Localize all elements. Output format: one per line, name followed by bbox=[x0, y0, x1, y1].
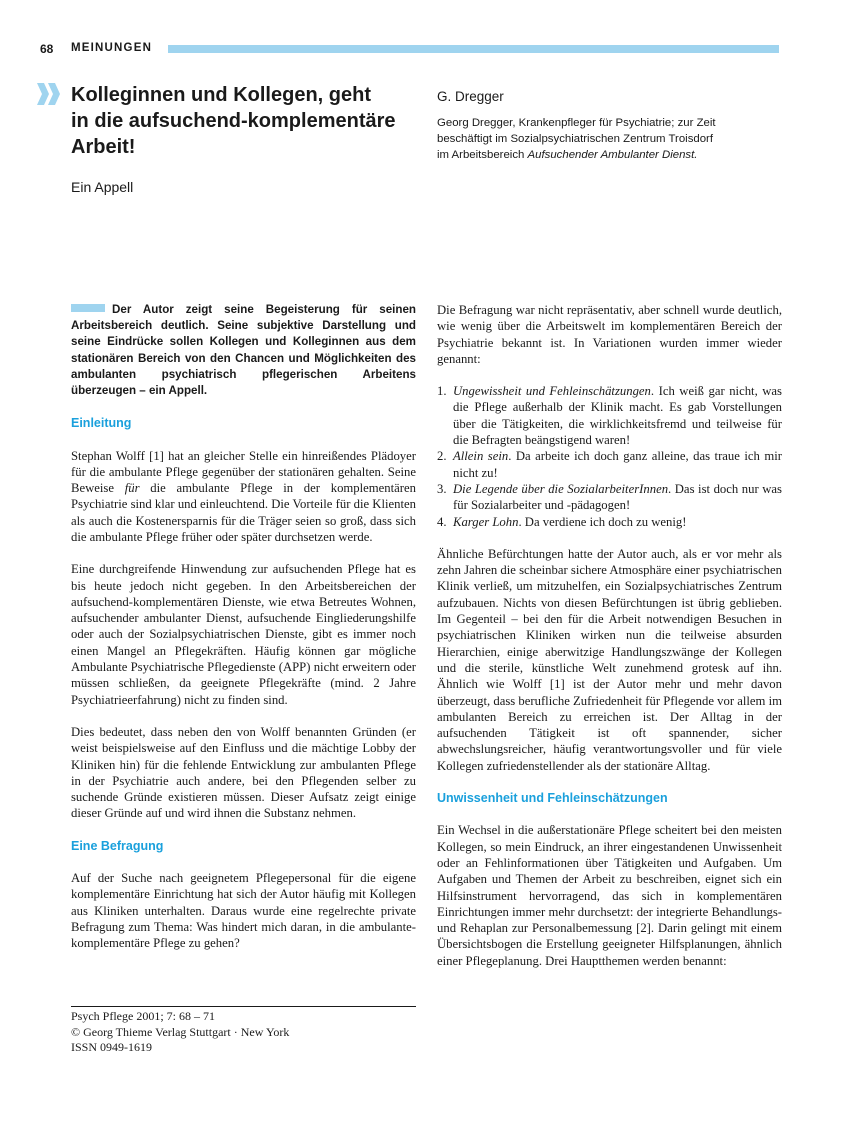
list-item: 4. Karger Lohn. Da verdiene ich doch zu wenig! bbox=[437, 514, 687, 529]
list-item: 3. Die Legende über die SozialarbeiterInnen. Das ist doch nur was für Sozialarbeiter und -pädagogen! bbox=[437, 481, 782, 513]
paragraph: Die Befragung war nicht repräsentativ, aber schnell wurde deutlich, wie wenig über die Arbeitswelt im komplementären Bereich der Psychiatrie bekannt ist. In Variationen wurden immer wieder genannt: bbox=[437, 303, 782, 366]
paragraph: Eine durchgreifende Hinwendung zur aufsuchenden Pflege hat es bis heute jedoch nicht gegeben. In den Arbeitsbereichen der aufsuchend-komplementären Dienste, wie etwa Betreutes Wohnen, aufsuchender ambulanter Dienst, aufsuchende Eingliederungshilfe oder auch der Sozialpsychiatrischen Dienste, gibt es immer noch einen Mangel an Pflegekräften. Häufig können gar mögliche Ambulante Psychiatrische Pflegedienste (APP) nicht erweitern oder müssen schließen, da geeignete Pflegekräfte (mind. 2 Jahre Psychiatrieerfahrung) nicht zu finden sind. bbox=[71, 562, 416, 707]
list-item: 2. Allein sein. Da arbeite ich doch ganz alleine, das traue ich mir nicht zu! bbox=[437, 449, 782, 480]
header-accent-bar bbox=[168, 45, 779, 53]
left-column bbox=[71, 302, 416, 968]
citation-issn: ISSN 0949-1619 bbox=[71, 1040, 153, 1054]
author-bio-line: Georg Dregger, Krankenpfleger für Psychiatrie; zur Zeit bbox=[437, 117, 716, 129]
paragraph: Stephan Wolff [1] hat an gleicher Stelle ein hinreißendes Plädoyer für die ambulante Pflege gegenüber der stationären gehalten. Seine Beweise für die ambulante Pflege in der komplementären Psychiatrie sind klar und einleuchtend. Die Vorteile für die Klienten als auch die Kostenersparnis für die Träger seien so groß, dass sich die ambulante Pflege früher oder später durchsetzen werde. bbox=[71, 448, 416, 544]
right-column bbox=[437, 302, 782, 985]
paragraph: Auf der Suche nach geeignetem Pflegepersonal für die eigene komplementäre Einrichtung hat sich der Autor häufig mit Kollegen aus Kliniken unterhalten. Daraus wurde eine regelrechte private Befragung zum Thema: Was hindert mich daran, in die ambulante-komplementäre Pflege zu gehen? bbox=[71, 871, 416, 951]
author-bio-line: im Arbeitsbereich bbox=[437, 149, 525, 161]
page-header bbox=[40, 42, 780, 58]
section-label: MEINUNGEN bbox=[71, 42, 153, 54]
citation-publisher: © Georg Thieme Verlag Stuttgart · New York bbox=[71, 1024, 290, 1039]
article-title bbox=[71, 82, 411, 160]
footnote-divider bbox=[71, 1006, 416, 1007]
abstract bbox=[71, 302, 416, 399]
list-item: 1. Ungewissheit und Fehleinschätzungen. Ich weiß gar nicht, was die Pflege außerhalb der Klinik macht. Es gab Vorstellungen über die Tätigkeiten, die wirklichkeitsfremd und teilweise für die Befragten beängstigend waren! bbox=[437, 384, 782, 448]
title-line: Arbeit! bbox=[71, 136, 136, 158]
citation-footnote bbox=[71, 1009, 289, 1056]
abstract-accent-bar bbox=[71, 304, 105, 312]
paragraph: Ein Wechsel in die außerstationäre Pflege scheitert bei den meisten Kollegen, so mein Eindruck, an ihrer eingestandenen Unwissenheit oder an Fehlinformationen über Tätigkeiten und Aufgaben. Um Aufgaben und Themen der Arbeit zu beschreiben, eignet sich ein Hilfsinstrument hervorragend, das sich in komplementären Einrichtungen immer mehr durchsetzt: der integrierte Behandlungs- und Rehaplan zur Personalbemessung [2]. Darin gelingt mit einem Übersichtsbogen die Erstellung geeigneter Hilfsplanungen, ähnlich einer Pflegeplanung. Drei Hauptthemen werden benannt: bbox=[437, 823, 782, 968]
article-subtitle: Ein Appell bbox=[71, 179, 134, 195]
double-chevron-quote-icon bbox=[36, 82, 62, 106]
abstract-text: Der Autor zeigt seine Begeisterung für seinen Arbeitsbereich deutlich. Seine subjektive Darstellung und seine Eindrücke sollen Kollegen und Kolleginnen aus dem stationären Bereich von den Chancen und Möglichkeiten des ambulanten psychiatrisch pflegerischen Arbeitens überzeugen – ein Appell. bbox=[71, 303, 416, 398]
section-heading-unwissenheit: Unwissenheit und Fehleinschätzungen bbox=[437, 791, 668, 806]
author-bio bbox=[437, 115, 782, 163]
survey-answers-list bbox=[437, 383, 782, 530]
title-line: Kolleginnen und Kollegen, geht bbox=[71, 84, 371, 106]
page-number: 68 bbox=[40, 42, 54, 56]
paragraph: Ähnliche Befürchtungen hatte der Autor auch, als er vor mehr als zehn Jahren die scheinbar sichere Atmosphäre einer psychiatrischen Klinik verließ, um mitzuhelfen, ein Sozialpsychiatrisches Zentrum aufzubauen. Nichts von diesen Befürchtungen ist übrig geblieben. Im Gegenteil – bei den für die Arbeit notwendigen Besuchen in psychiatrischen Kliniken wirken nun die teilweise absurden Hierarchien, einige aberwitzige Handlungszwänge der Kollegen und die sterile, künstliche Welt zunehmend grotesk auf ihn. Ähnlich wie Wolff [1] ist der Autor mehr und mehr davon überzeugt, dass berufliche Zufriedenheit für Pflegende vor allem im ambulanten Bereich zu erreichen ist. Der Alltag in der aufsuchenden Tätigkeit ist oft spannender, sicher abwechslungsreicher, häufig verantwortungsvoller und für viele Kollegen zufriedenstellender als der stationäre Alltag. bbox=[437, 546, 782, 773]
section-heading-einleitung: Einleitung bbox=[71, 416, 132, 431]
title-line: in die aufsuchend-komplementäre bbox=[71, 110, 396, 132]
section-heading-befragung: Eine Befragung bbox=[71, 838, 164, 853]
paragraph: Dies bedeutet, dass neben den von Wolff benannten Gründen (er weist beispielsweise auf den Einfluss und die mächtige Lobby der Kliniken hin) für die fehlende Entwicklung zur ambulanten Pflege in der Psychiatrie auch andere, bei den Pflegenden selber zu suchende Gründe existieren müssen. Dieser Aufsatz zeigt einige dieser Gründe auf und wird ihnen die Substanz nehmen. bbox=[71, 724, 416, 821]
author-name: G. Dregger bbox=[437, 89, 504, 104]
citation-journal: Psych Pflege 2001; 7: 68 – 71 bbox=[71, 1009, 215, 1023]
author-bio-workplace: Aufsuchender Ambulanter Dienst. bbox=[527, 149, 698, 161]
author-bio-line: beschäftigt im Sozialpsychiatrischen Zentrum Troisdorf bbox=[437, 133, 714, 145]
